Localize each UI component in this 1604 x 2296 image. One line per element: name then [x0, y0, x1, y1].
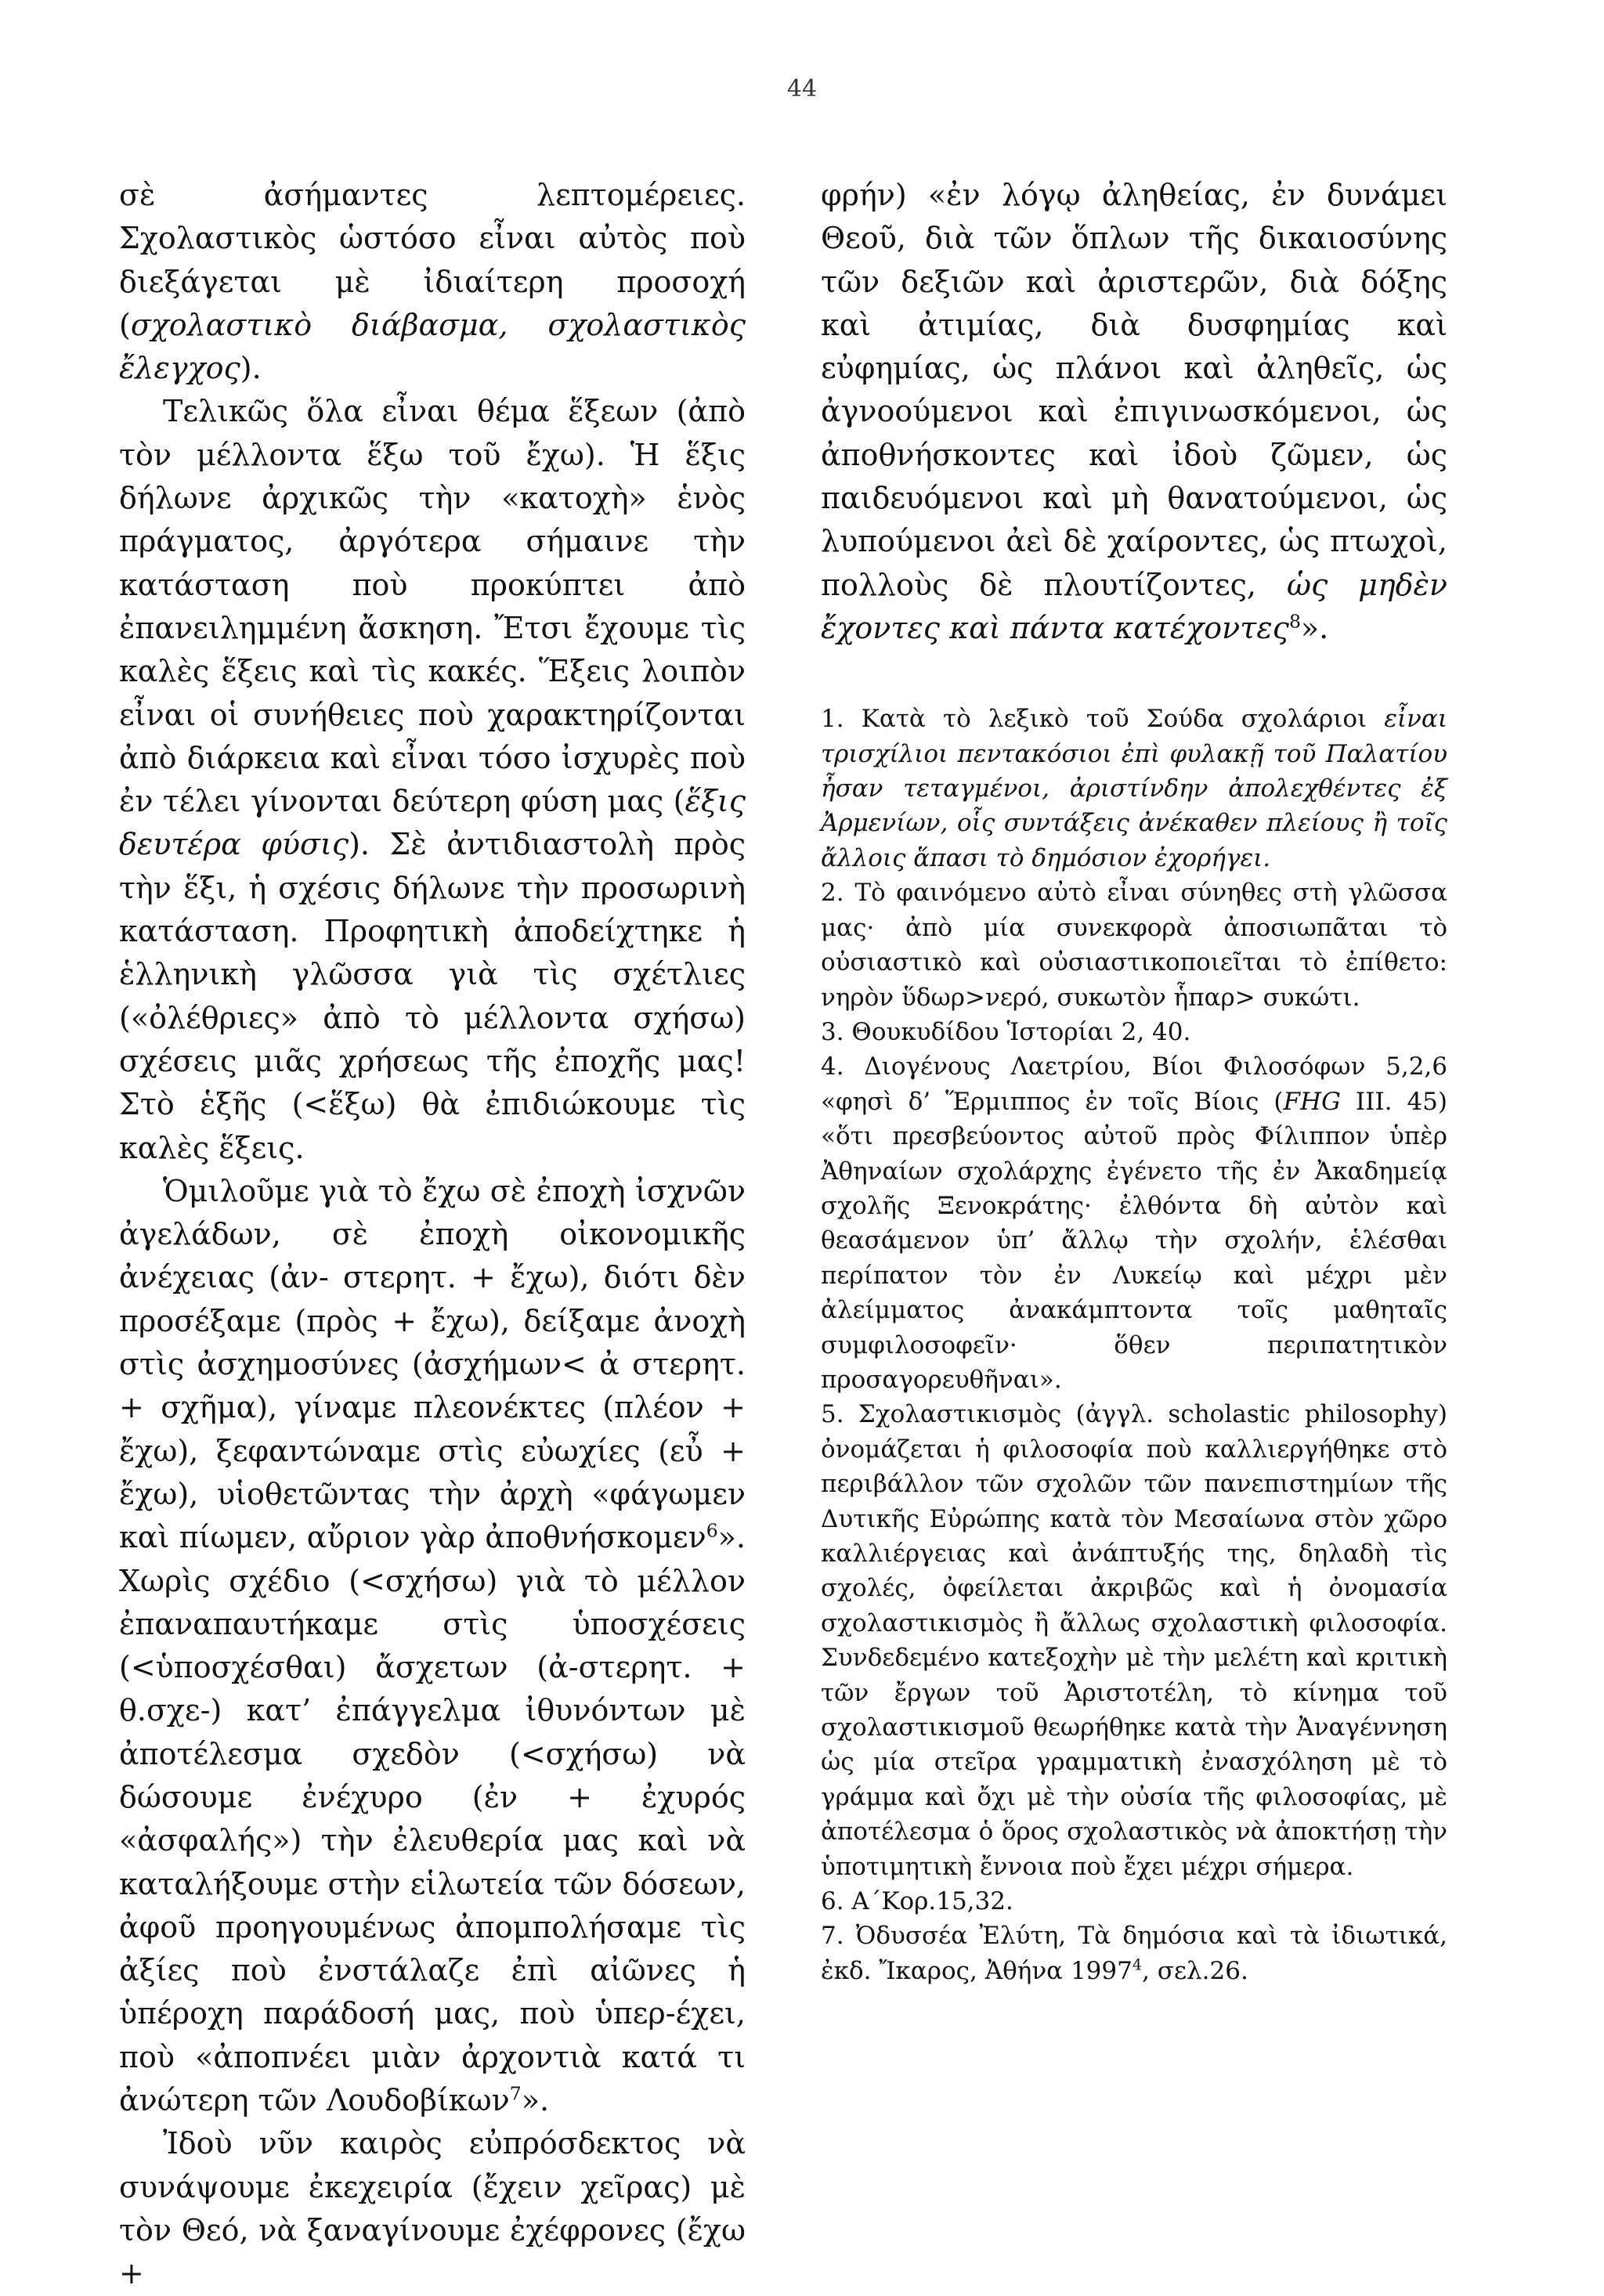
- footnote: [821, 1397, 1447, 1884]
- text-segment: 4. Διογένους Λαετρίου, Βίοι Φιλοσόφων 5,2,6 «φησὶ δ’ Ἕρμιππος ἐν τοῖς Βίοις (: [821, 1052, 1447, 1116]
- footnote: [821, 1049, 1447, 1397]
- text-segment: ».: [521, 2083, 550, 2118]
- text-segment: ). Σὲ ἀντιδιαστολὴ πρὸς τὴν ἕξι, ἡ σχέσις δήλωνε τὴν προσωρινὴ κατάσταση. Προφητικὴ ἀποδείχτηκε ἡ ἑλληνικὴ γλῶσσα γιὰ τὶς σχέτλιες («ὀλέθριες» ἀπὸ τὸ μέλλοντα σχήσω) σχέσεις μιᾶς χρήσεως τῆς ἐποχῆς μας! Στὸ ἑξῆς (<ἕξω) θὰ ἐπιδιώκουμε τὶς καλὲς ἕξεις.: [119, 827, 746, 1165]
- text-segment: ».: [1300, 610, 1329, 645]
- page-number: 44: [786, 75, 818, 103]
- right-column: [821, 174, 1447, 1988]
- text-segment: Τελικῶς ὅλα εἶναι θέμα ἕξεων (ἀπὸ τὸν μέλλοντα ἕξω τοῦ ἔχω). Ἡ ἕξις δήλωνε ἀρχικῶς τὴν «κατοχὴ» ἑνὸς πράγματος, ἀργότερα σήμαινε τὴν κατάσταση ποὺ προκύπτει ἀπὸ ἐπανειλημμένη ἄσκηση. Ἔτσι ἔχουμε τὶς καλὲς ἕξεις καὶ τὶς κακές. Ἕξεις λοιπὸν εἶναι οἱ συνήθειες ποὺ χαρακτηρίζονται ἀπὸ διάρκεια καὶ εἶναι τόσο ἰσχυρὲς ποὺ ἐν τέλει γίνονται δεύτερη φύση μας (: [119, 394, 746, 819]
- left-main-text: [119, 174, 746, 2296]
- text-segment: 7. Ὀδυσσέα Ἐλύτη, Τὰ δημόσια καὶ τὰ ἰδιωτικά, ἐκδ. Ἴκαρος, Ἀθήνα 1997: [821, 1922, 1447, 1985]
- text-segment: Ὁμιλοῦμε γιὰ τὸ ἔχω σὲ ἐποχὴ ἰσχνῶν ἀγελάδων, σὲ ἐποχὴ οἰκονομικῆς ἀνέχειας (ἀν- στερητ. + ἔχω), διότι δὲν προσέξαμε (πρὸς + ἔχω), δείξαμε ἀνοχὴ στὶς ἀσχημοσύνες (ἀσχήμων< ἀ στερητ. + σχῆμα), γίναμε πλεονέκτες (πλέον + ἔχω), ξεφαντώναμε στὶς εὐωχίες (εὖ + ἔχω), υἱοθετῶντας τὴν ἀρχὴ «φάγωμεν καὶ πίωμεν, αὔριον γὰρ ἀποθνήσκομεν: [119, 1173, 746, 1555]
- italic-text: σχολαστικὸ διάβασμα, σχολαστικὸς ἔλεγχος: [119, 307, 746, 386]
- text-segment: ». Χωρὶς σχέδιο (<σχήσω) γιὰ τὸ μέλλον ἐπαναπαυτήκαμε στὶς ὑποσχέσεις (<ὑποσχέσθαι) ἄσχετων (ἀ-στερητ. + θ.σχε-) κατ’ ἐπάγγελμα ἰθυνόντων μὲ ἀποτέλεσμα σχεδὸν (<σχήσω) νὰ δώσουμε ἐνέχυρο (ἐν + ἐχυρός «ἀσφαλής») τὴν ἐλευθερία μας καὶ νὰ καταλήξουμε στὴν εἱλωτεία τῶν δόσεων, ἀφοῦ προηγουμένως ἀπομπολήσαμε τὶς ἀξίες ποὺ ἐνστάλαζε ἐπὶ αἰῶνες ἡ ὑπέροχη παράδοσή μας, ποὺ ὑπερ-έχει, ποὺ «ἀποπνέει μιὰν ἀρχοντιὰ κατά τι ἀνώτερη τῶν Λουδοβίκων: [119, 1520, 746, 2118]
- italic-text: FHG: [1283, 1087, 1341, 1116]
- footnote-marker: 4: [1132, 1955, 1143, 1974]
- footnote: [821, 1015, 1447, 1049]
- text-segment: Ἰδοὺ νῦν καιρὸς εὐπρόσδεκτος νὰ συνάψουμε ἐκεχειρία (ἔχειν χεῖρας) μὲ τὸν Θεό, νὰ ξαναγίνουμε ἐχέφρονες (ἔχω +: [119, 2126, 746, 2291]
- text-segment: 6. Α΄Κορ.15,32.: [821, 1887, 1013, 1916]
- footnote: [821, 1919, 1447, 1988]
- footnote-marker: 6: [706, 1519, 718, 1542]
- paragraph: [821, 174, 1447, 650]
- left-column: [119, 174, 746, 2296]
- footnote: [821, 702, 1447, 875]
- footnote: [821, 1884, 1447, 1919]
- right-main-text: [821, 174, 1447, 650]
- footnote-marker: 7: [509, 2082, 522, 2105]
- paragraph: [119, 1170, 746, 2123]
- footnote-marker: 8: [1288, 610, 1301, 633]
- text-segment: σὲ ἀσήμαντες λεπτομέρειες. Σχολαστικὸς ὡστόσο εἶναι αὐτὸς ποὺ διεξάγεται μὲ ἰδιαίτερη προσοχή (: [119, 178, 746, 342]
- text-segment: 2. Τὸ φαινόμενο αὐτὸ εἶναι σύνηθες στὴ γλῶσσα μας· ἀπὸ μία συνεκφορὰ ἀποσιωπᾶται τὸ οὐσιαστικὸ καὶ οὐσιαστικοποιεῖται τὸ ἐπίθετο: νηρὸν ὕδωρ>νερό, συκωτὸν ἧπαρ> συκώτι.: [821, 879, 1447, 1012]
- text-segment: ).: [240, 351, 262, 386]
- italic-text: ὡς μηδὲν ἔχοντες καὶ πάντα κατέχοντες: [821, 567, 1447, 645]
- text-segment: III. 45) «ὅτι πρεσβεύοντος αὐτοῦ πρὸς Φίλιππον ὑπὲρ Ἀθηναίων σχολάρχης ἐγένετο τῆς ἐν Ἀκαδημείᾳ σχολῆς Ξενοκράτης· ἐλθόντα δὴ αὐτὸν καὶ θεασάμενον ὑπ’ ἄλλῳ τὴν σχολήν, ἑλέσθαι περίπατον τὸν ἐν Λυκείῳ καὶ μέχρι μὲν ἀλείμματος ἀνακάμπτοντα τοῖς μαθηταῖς συμφιλοσοφεῖν· ὅθεν περιπατητικὸν προσαγορευθῆναι».: [821, 1087, 1447, 1394]
- italic-text: εἶναι τρισχίλιοι πεντακόσιοι ἐπὶ φυλακῇ τοῦ Παλατίου ἦσαν τεταγμένοι, ἀριστίνδην ἀπολεχθέντες ἐξ Ἀρμενίων, οἷς συντάξεις ἀνέκαθεν πλείους ἢ τοῖς ἄλλοις ἅπασι τὸ δημόσιον ἐχορήγει.: [821, 705, 1447, 872]
- text-segment: 5. Σχολαστικισμὸς (ἀγγλ. scholastic philosophy) ὀνομάζεται ἡ φιλοσοφία ποὺ καλλιεργήθηκε στὸ περιβάλλον τῶν σχολῶν τῶν πανεπιστημίων τῆς Δυτικῆς Εὐρώπης κατὰ τὸν Μεσαίωνα στὸν χῶρο καλλιέργειας καὶ ἀνάπτυξής της, δηλαδὴ τὶς σχολές, ὀφείλεται ἀκριβῶς καὶ ἡ ὀνομασία σχολαστικισμὸς ἢ ἄλλως σχολαστικὴ φιλοσοφία. Συνδεδεμένο κατεξοχὴν μὲ τὴν μελέτη καὶ κριτικὴ τῶν ἔργων τοῦ Ἀριστοτέλη, τὸ κίνημα τοῦ σχολαστικισμοῦ θεωρήθηκε κατὰ τὴν Ἀναγέννηση ὡς μία στεῖρα γραμματικὴ ἐνασχόληση μὲ τὸ γράμμα καὶ ὄχι μὲ τὴν οὐσία τῆς φιλοσοφίας, μὲ ἀποτέλεσμα ὁ ὅρος σχολαστικὸς νὰ ἀποκτήσῃ τὴν ὑποτιμητικὴ ἔννοια ποὺ ἔχει μέχρι σήμερα.: [821, 1400, 1447, 1881]
- text-segment: φρήν) «ἐν λόγῳ ἀληθείας, ἐν δυνάμει Θεοῦ, διὰ τῶν ὅπλων τῆς δικαιοσύνης τῶν δεξιῶν καὶ ἀριστερῶν, διὰ δόξης καὶ ἀτιμίας, διὰ δυσφημίας καὶ εὐφημίας, ὡς πλάνοι καὶ ἀληθεῖς, ὡς ἀγνοούμενοι καὶ ἐπιγινωσκόμενοι, ὡς ἀποθνήσκοντες καὶ ἰδοὺ ζῶμεν, ὡς παιδευόμενοι καὶ μὴ θανατούμενοι, ὡς λυπούμενοι ἀεὶ δὲ χαίροντες, ὡς πτωχοὶ, πολλοὺς δὲ πλουτίζοντες,: [821, 178, 1447, 602]
- paragraph: [119, 2122, 746, 2295]
- paragraph: [119, 174, 746, 390]
- text-segment: , σελ.26.: [1142, 1956, 1248, 1985]
- text-segment: 3. Θουκυδίδου Ἱστορίαι 2, 40.: [821, 1017, 1191, 1046]
- text-segment: 1. Κατὰ τὸ λεξικὸ τοῦ Σούδα σχολάριοι: [821, 705, 1385, 734]
- paragraph: [119, 390, 746, 1169]
- italic-text: ἕξις δευτέρα φύσις: [119, 784, 746, 862]
- footnote: [821, 875, 1447, 1015]
- footnotes: [821, 702, 1447, 1988]
